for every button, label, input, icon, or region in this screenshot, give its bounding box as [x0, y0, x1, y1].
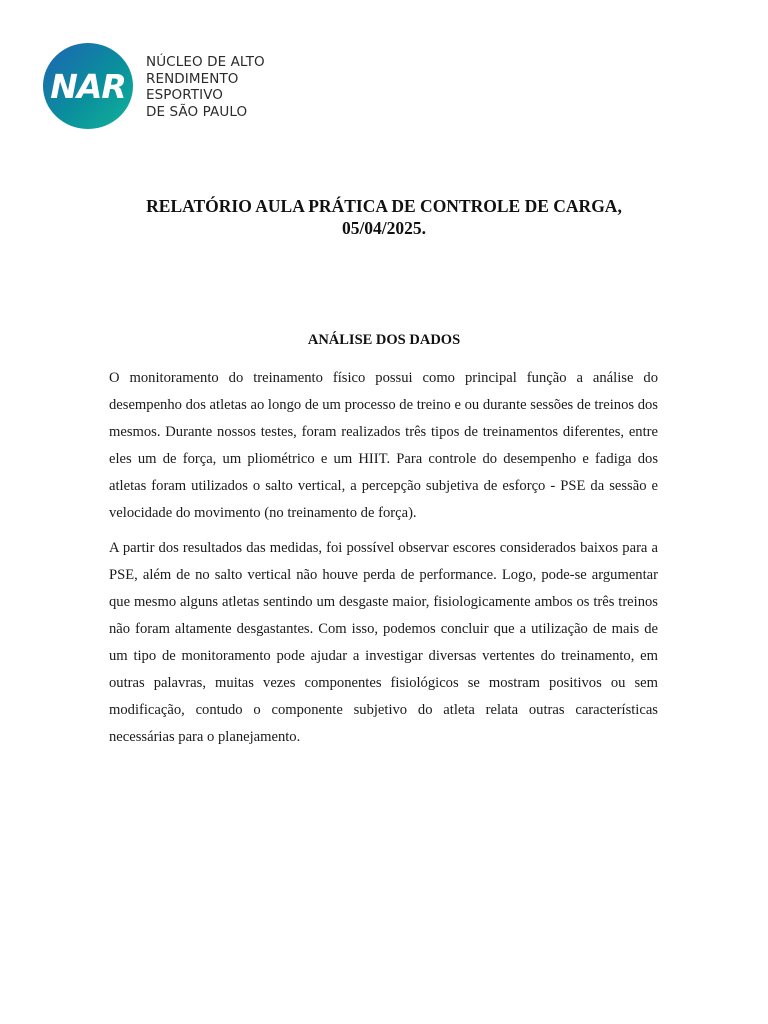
document-body	[109, 365, 658, 760]
document-title	[0, 195, 768, 239]
paragraph-2: A partir dos resultados das medidas, foi possível observar escores considerados baixos para a PSE, além de no salto vertical não houve perda de performance. Logo, pode-se argumentar que mesmo alguns atletas sentindo um desgaste maior, fisiologicamente ambos os três treinos não foram altamente desgastantes. Com isso, podemos concluir que a utilização de mais de um tipo de monitoramento pode ajudar a investigar diversas vertentes do treinamento, em outras palavras, muitas vezes componentes fisiológicos se mostram positivos ou sem modificação, contudo o componente subjetivo do atleta relata outras características necessárias para o planejamento.	[109, 540, 658, 745]
logo-line-3: ESPORTIVO	[146, 87, 224, 103]
logo-line-2: RENDIMENTO	[146, 70, 239, 87]
section-heading: ANÁLISE DOS DADOS	[307, 332, 461, 348]
logo-organization-name	[146, 54, 265, 120]
logo-mark-text: NAR	[50, 67, 126, 106]
nar-logo	[42, 42, 265, 130]
title-line-1: RELATÓRIO AULA PRÁTICA DE CONTROLE DE CARGA,	[146, 196, 622, 216]
logo-line-4: DE SÃO PAULO	[146, 103, 248, 120]
title-line-2: 05/04/2025.	[341, 218, 427, 238]
paragraph-1: O monitoramento do treinamento físico possui como principal função a análise do desempenho dos atletas ao longo de um processo de treino e ou durante sessões de treinos dos mesmos. Durante nossos testes, foram realizados três tipos de treinamentos diferentes, entre eles um de força, um pliométrico e um HIIT. Para controle do desempenho e fadiga dos atletas foram utilizados o salto vertical, a percepção subjetiva de esforço - PSE da sessão e velocidade do movimento (no treinamento de força).	[109, 370, 658, 521]
nar-logo-mark-icon	[42, 42, 134, 130]
logo-line-1: NÚCLEO DE ALTO	[146, 54, 265, 70]
